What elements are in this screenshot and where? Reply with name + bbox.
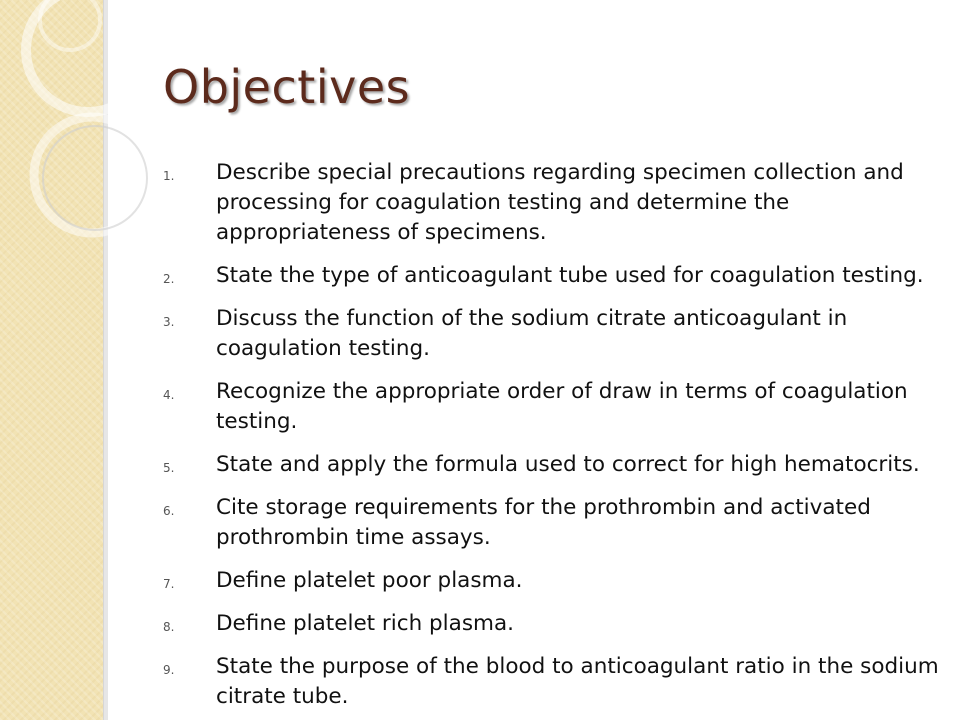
objective-number: 2. [163, 272, 175, 286]
objective-item [163, 158, 943, 248]
objectives-list [163, 158, 943, 720]
objective-number: 8. [163, 620, 175, 634]
objective-text: State and apply the formula used to correct for high hematocrits. [216, 452, 920, 477]
objective-text: Define platelet rich plasma. [216, 611, 514, 636]
objective-number: 7. [163, 577, 175, 591]
objective-text: Describe special precautions regarding specimen collection and processing for coagulation testing and determine the appropriateness of specimens. [216, 160, 904, 245]
objective-number: 9. [163, 663, 175, 677]
objective-item [163, 493, 943, 553]
objective-text: State the purpose of the blood to anticoagulant ratio in the sodium citrate tube. [216, 654, 939, 709]
objective-number: 1. [163, 169, 175, 183]
objective-number: 5. [163, 461, 175, 475]
slide-title: Objectives [163, 60, 411, 114]
objective-text: Cite storage requirements for the prothrombin and activated prothrombin time assays. [216, 495, 871, 550]
objective-text: Recognize the appropriate order of draw in terms of coagulation testing. [216, 379, 908, 434]
objective-item [163, 377, 943, 437]
objective-number: 6. [163, 504, 175, 518]
objective-item [163, 261, 943, 291]
objective-item [163, 609, 943, 639]
objective-text: Discuss the function of the sodium citrate anticoagulant in coagulation testing. [216, 306, 848, 361]
objective-item [163, 450, 943, 480]
objective-item [163, 304, 943, 364]
objective-item [163, 652, 943, 712]
objective-number: 4. [163, 388, 175, 402]
objective-text: State the type of anticoagulant tube used for coagulation testing. [216, 263, 924, 288]
objective-item [163, 566, 943, 596]
objective-number: 3. [163, 315, 175, 329]
objective-text: Define platelet poor plasma. [216, 568, 523, 593]
